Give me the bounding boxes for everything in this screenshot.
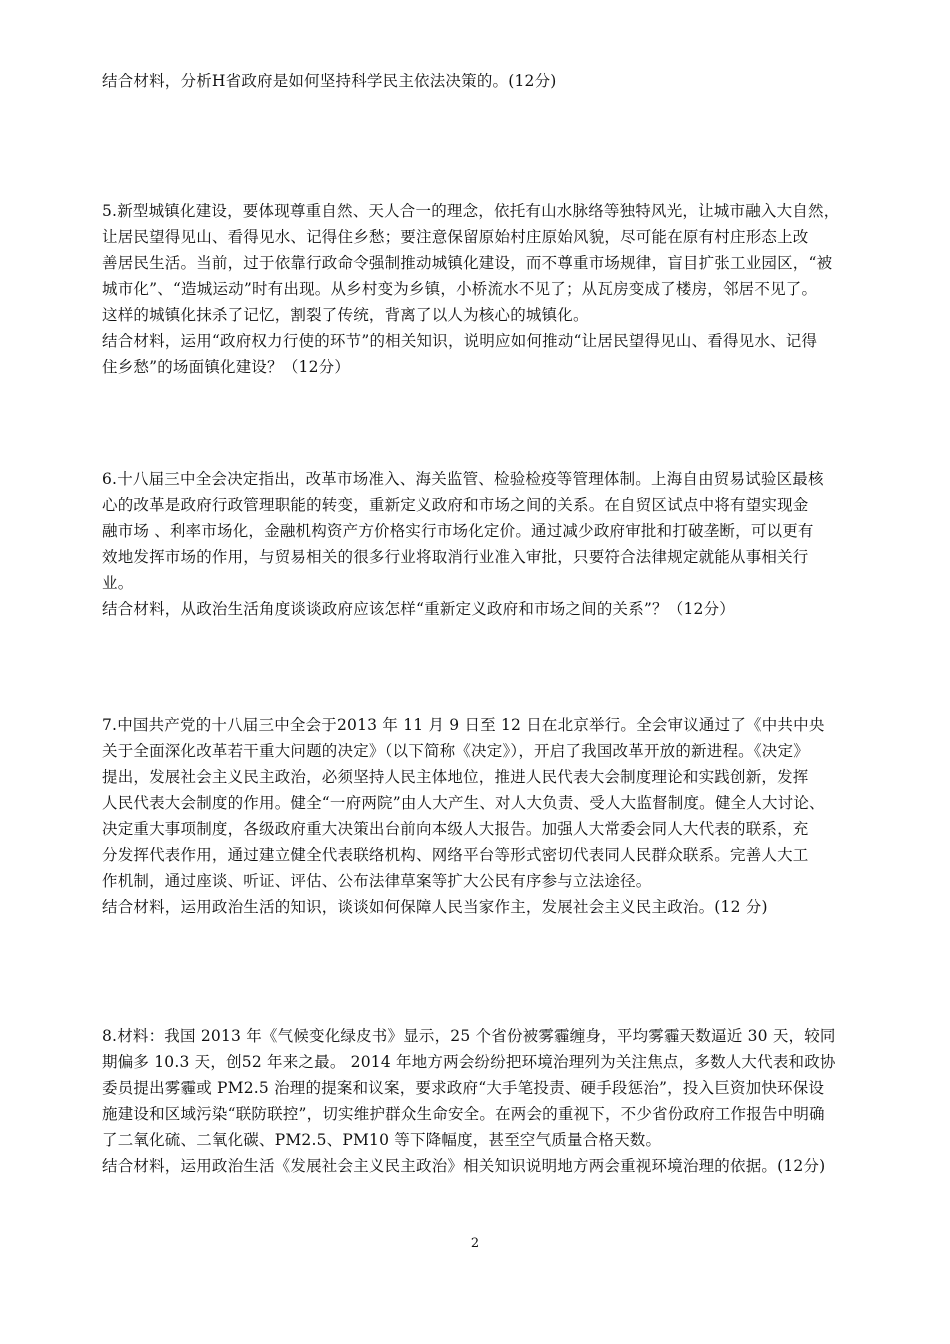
text-line: 关于全面深化改革若干重大问题的决定》（以下简称《决定》），开启了我国改革开放的新进程。《决定》 (102, 742, 809, 760)
question-6 (102, 466, 862, 622)
question-prompt-line: 结合材料，运用“政府权力行使的环节”的相关知识，说明应如何推动“让居民望得见山、看得见水、记得 (102, 332, 818, 350)
text-line: 5.新型城镇化建设，要体现尊重自然、天人合一的理念，依托有山水脉络等独特风光，让城市融入大自然， (102, 202, 840, 220)
text-line: 业。 (102, 574, 134, 592)
text-line: 分发挥代表作用，通过建立健全代表联络机构、网络平台等形式密切代表同人民群众联系。完善人大工 (102, 846, 809, 864)
text-line: 施建设和区域污染“联防联控”，切实维护群众生命安全。在两会的重视下，不少省份政府工作报告中明确 (102, 1105, 825, 1123)
question-4-prompt (102, 68, 862, 94)
text-line: 善居民生活。当前，过于依靠行政命令强制推动城镇化建设，而不尊重市场规律，盲目扩张工业园区，“被 (102, 254, 833, 272)
question-8 (102, 1023, 862, 1179)
text-line: 决定重大事项制度，各级政府重大决策出台前向本级人大报告。加强人大常委会同人大代表的联系，充 (102, 820, 809, 838)
text-line: 人民代表大会制度的作用。健全“一府两院”由人大产生、对人大负责、受人大监督制度。健全人大讨论、 (102, 794, 825, 812)
question-prompt-line: 结合材料，运用政治生活的知识，谈谈如何保障人民当家作主，发展社会主义民主政治。(12 分) (102, 898, 768, 916)
text-line: 7.中国共产党的十八届三中全会于2013 年 11 月 9 日至 12 日在北京举行。全会审议通过了《中共中央 (102, 716, 825, 734)
question-5 (102, 198, 862, 380)
text-line: 8.材料：我国 2013 年《气候变化绿皮书》显示，25 个省份被雾霾缠身，平均雾霾天数逼近 30 天，较同 (102, 1027, 836, 1045)
question-prompt-line: 结合材料，从政治生活角度谈谈政府应该怎样“重新定义政府和市场之间的关系”？（12分） (102, 600, 735, 618)
text-line: 这样的城镇化抹杀了记忆，割裂了传统，背离了以人为核心的城镇化。 (102, 306, 589, 324)
text-line: 效地发挥市场的作用，与贸易相关的很多行业将取消行业准入审批，只要符合法律规定就能从事相关行 (102, 548, 809, 566)
text-line: 提出，发展社会主义民主政治，必须坚持人民主体地位，推进人民代表大会制度理论和实践创新，发挥 (102, 768, 809, 786)
text-line: 作机制，通过座谈、听证、评估、公布法律草案等扩大公民有序参与立法途径。 (102, 872, 652, 890)
question-prompt-line: 住乡愁”的场面镇化建设？（12分） (102, 358, 351, 376)
question-7 (102, 712, 862, 920)
question-prompt-line: 结合材料，运用政治生活《发展社会主义民主政治》相关知识说明地方两会重视环境治理的依据。(12分) (102, 1157, 826, 1175)
text-line: 融市场 、利率市场化，金融机构资产方价格实行市场化定价。通过减少政府审批和打破垄断，可以更有 (102, 522, 814, 540)
text-line: 6.十八届三中全会决定指出，改革市场准入、海关监管、检验检疫等管理体制。上海自由贸易试验区最核 (102, 470, 824, 488)
text-line: 结合材料，分析H省政府是如何坚持科学民主依法决策的。(12分) (102, 72, 557, 90)
page-number: 2 (470, 1236, 480, 1251)
text-line: 让居民望得见山、看得见水、记得住乡愁；要注意保留原始村庄原始风貌，尽可能在原有村庄形态上改 (102, 228, 809, 246)
text-line: 心的改革是政府行政管理职能的转变，重新定义政府和市场之间的关系。在自贸区试点中将有望实现金 (102, 496, 809, 514)
text-line: 了二氧化硫、二氧化碳、PM2.5、PM10 等下降幅度，甚至空气质量合格天数。 (102, 1131, 662, 1149)
text-line: 城市化”、“造城运动”时有出现。从乡村变为乡镇，小桥流水不见了；从瓦房变成了楼房，邻居不见了。 (102, 280, 818, 298)
text-line: 期偏多 10.3 天，创52 年来之最。 2014 年地方两会纷纷把环境治理列为关注焦点，多数人大代表和政协 (102, 1053, 836, 1071)
text-line: 委员提出雾霾或 PM2.5 治理的提案和议案，要求政府“大手笔投责、硬手段惩治”，投入巨资加快环保设 (102, 1079, 825, 1097)
